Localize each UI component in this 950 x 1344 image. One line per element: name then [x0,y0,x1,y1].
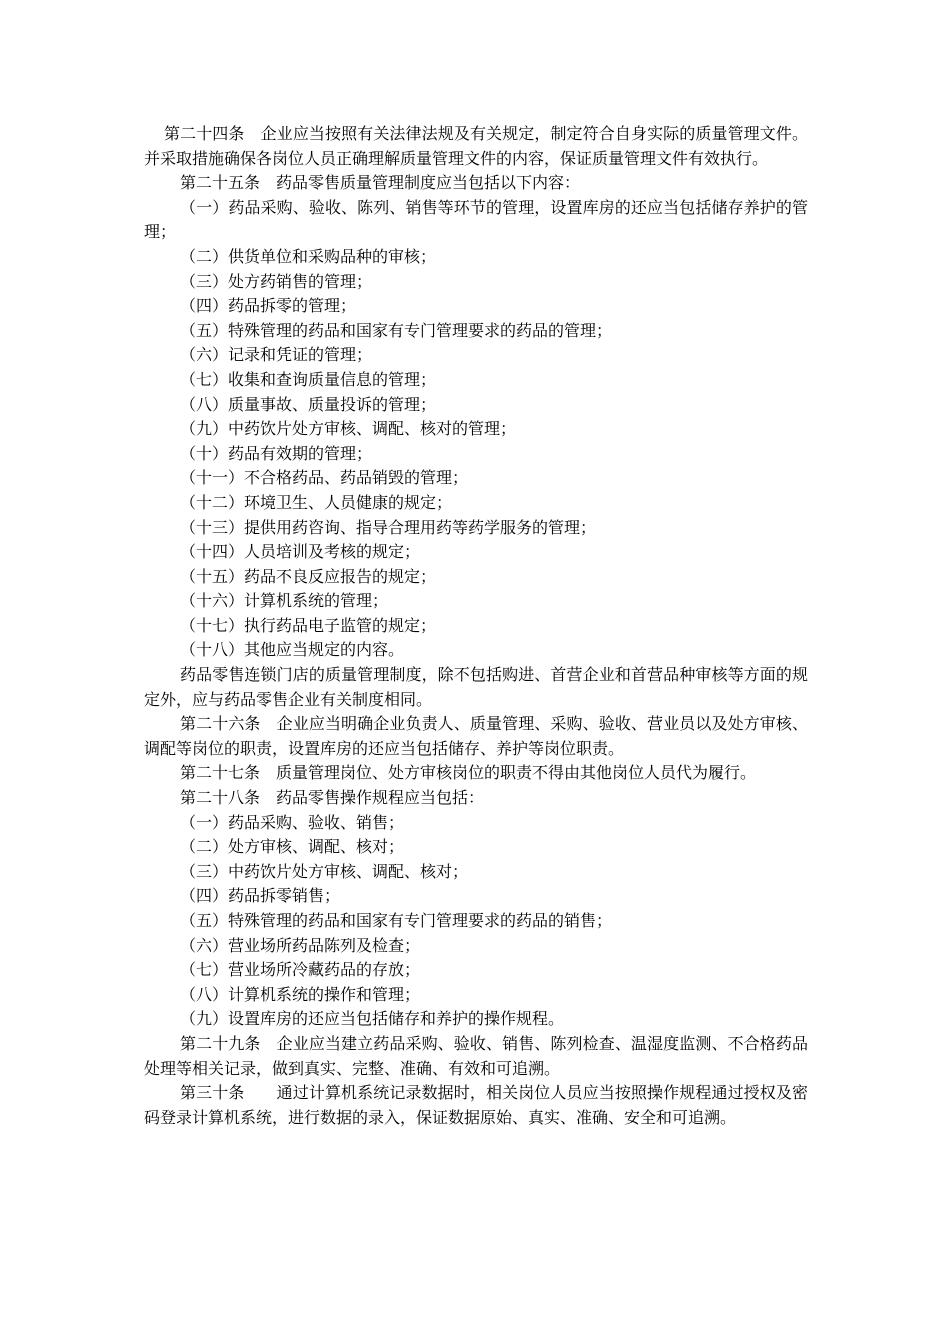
list-item: （九）设置库房的还应当包括储存和养护的操作规程。 [180,1009,565,1029]
list-item: （十四）人员培训及考核的规定； [180,542,421,562]
list-item: （九）中药饮片处方审核、调配、核对的管理； [180,419,517,439]
article-24: 第二十四条 企业应当按照有关法律法规及有关规定，制定符合自身实际的质量管理文件。并采取措施确保各岗位人员正确理解质量管理文件的内容，保证质量管理文件有效执行。 [144,124,808,168]
list-item: （七）营业场所冷藏药品的存放； [180,960,421,980]
list-item: （五）特殊管理的药品和国家有专门管理要求的药品的管理； [180,320,613,340]
article-30: 第三十条 通过计算机系统记录数据时，相关岗位人员应当按照操作规程通过授权及密码登录计算机系统，进行数据的录入，保证数据原始、真实、准确、安全和可追溯。 [144,1083,808,1127]
list-item: （十三）提供用药咨询、指导合理用药等药学服务的管理； [180,517,597,537]
list-item: （一）药品采购、验收、陈列、销售等环节的管理，设置库房的还应当包括储存养护的管理； [144,197,808,242]
article-28: 第二十八条 药品零售操作规程应当包括： [180,788,485,808]
article-27: 第二十七条 质量管理岗位、处方审核岗位的职责不得由其他岗位人员代为履行。 [180,763,757,783]
list-item: （三）处方药销售的管理； [180,271,373,291]
list-item: （八）质量事故、质量投诉的管理； [180,394,437,414]
list-item: （四）药品拆零销售； [180,886,341,906]
list-item: （十七）执行药品电子监管的规定； [180,615,437,635]
list-item: （五）特殊管理的药品和国家有专门管理要求的药品的销售； [180,911,613,930]
list-item: （六）记录和凭证的管理； [180,345,373,365]
list-item: （二）处方审核、调配、核对； [180,837,405,857]
article-29: 第二十九条 企业应当建立药品采购、验收、销售、陈列检查、温湿度监测、不合格药品处理等相关记录，做到真实、完整、准确、有效和可追溯。 [144,1033,808,1078]
list-item: （十六）计算机系统的管理； [180,591,389,611]
list-item: （十五）药品不良反应报告的规定； [180,566,437,586]
list-item: （二）供货单位和采购品种的审核； [180,246,437,266]
article-25: 第二十五条 药品零售质量管理制度应当包括以下内容： [180,173,581,193]
chain-store-note: 药品零售连锁门店的质量管理制度，除不包括购进、首营企业和首营品种审核等方面的规定外，应与药品零售企业有关制度相同。 [144,665,808,709]
article-26: 第二十六条 企业应当明确企业负责人、质量管理、采购、验收、营业员以及处方审核、调配等岗位的职责，设置库房的还应当包括储存、养护等岗位职责。 [144,714,808,758]
list-item: （十一）不合格药品、药品销毁的管理； [180,468,469,488]
document-page [144,122,808,1130]
list-item: （七）收集和查询质量信息的管理； [180,369,437,389]
list-item: （四）药品拆零的管理； [180,296,357,316]
list-item: （三）中药饮片处方审核、调配、核对； [180,861,469,881]
list-item: （十八）其他应当规定的内容。 [180,640,405,660]
list-item: （十二）环境卫生、人员健康的规定； [180,492,453,512]
list-item: （六）营业场所药品陈列及检查； [180,935,421,955]
list-item: （十）药品有效期的管理； [180,443,373,463]
list-item: （一）药品采购、验收、销售； [180,812,405,832]
list-item: （八）计算机系统的操作和管理； [180,984,421,1004]
